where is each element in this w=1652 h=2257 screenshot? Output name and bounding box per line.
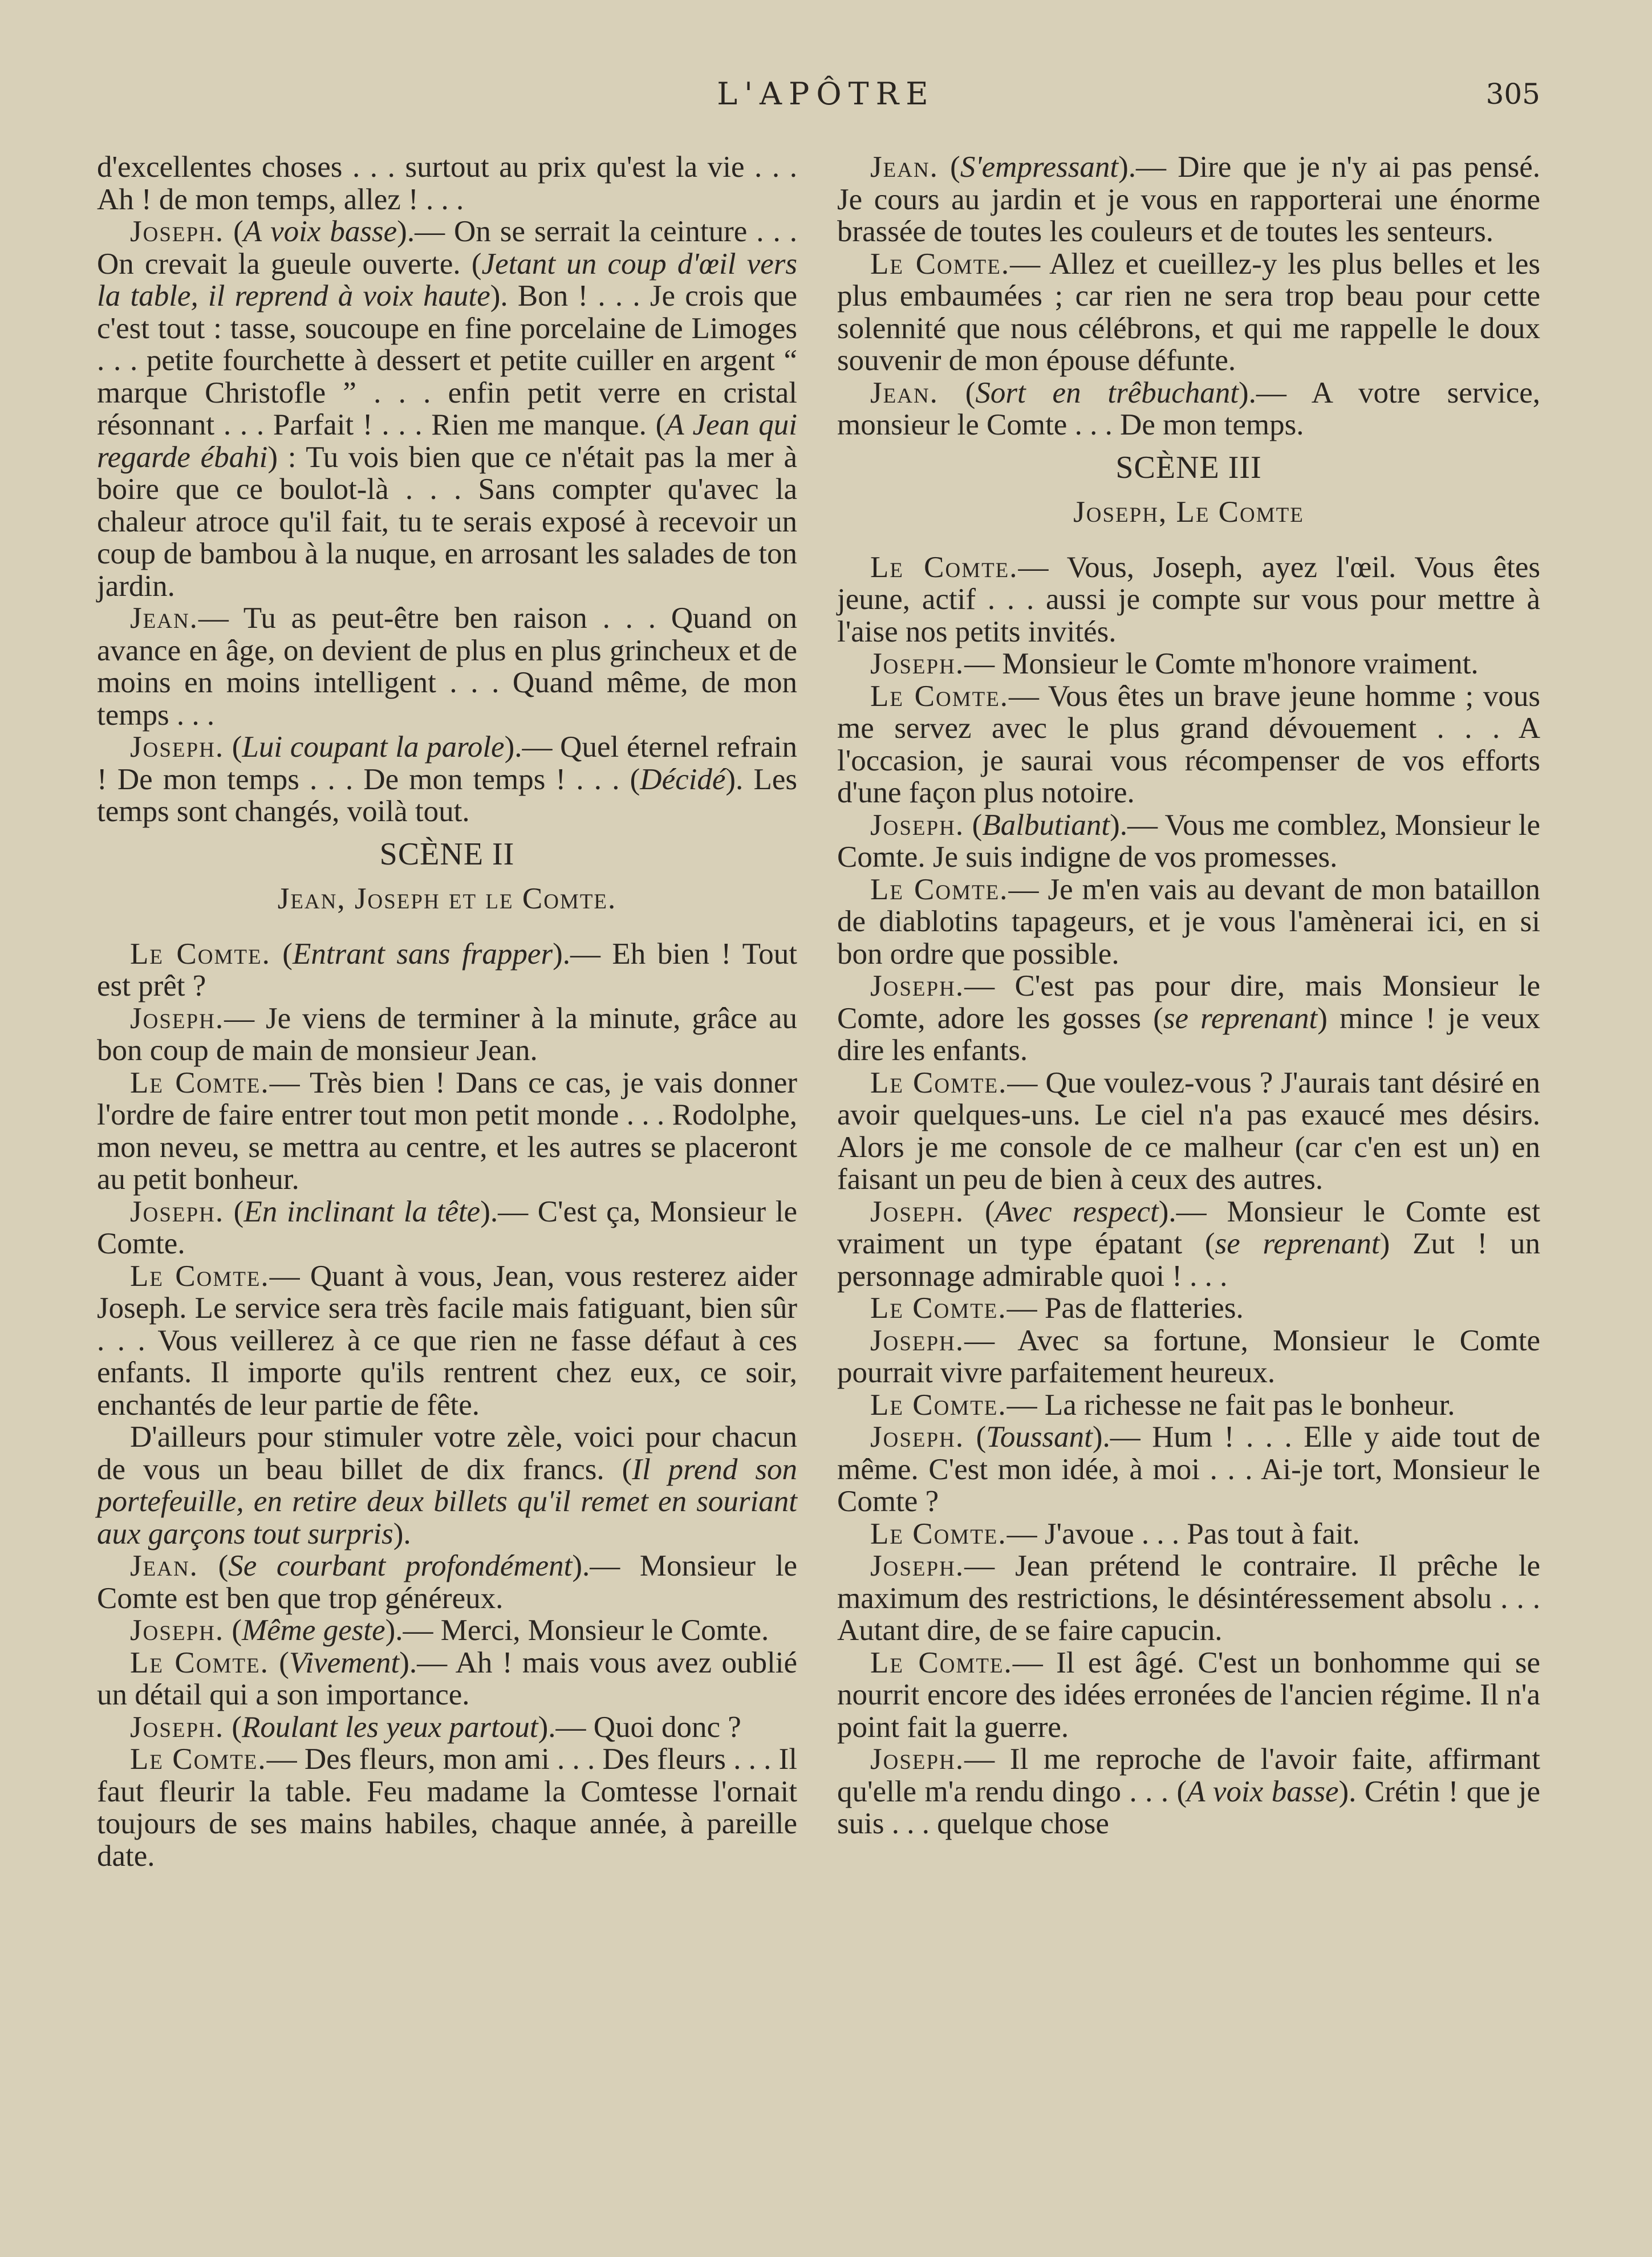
- stage-direction: Jetant un coup d'œil vers la table, il reprend à voix haute: [97, 247, 797, 312]
- text-run: (: [964, 1195, 995, 1228]
- stage-direction: Toussant: [986, 1420, 1093, 1454]
- dialogue-paragraph: [97, 1260, 797, 1422]
- text-run: (: [224, 1195, 244, 1228]
- text-run: — Je m'en vais au devant de mon bataillon de diablotins tapageurs, et je vous l'amènerai ici, en si bon ordre que possible.: [837, 872, 1540, 971]
- speaker-name: Jean.: [870, 151, 939, 184]
- dialogue-paragraph: [837, 1292, 1540, 1325]
- dialogue-paragraph: [837, 874, 1540, 971]
- speaker-name: Le Comte.: [870, 679, 1009, 713]
- text-run: (: [224, 730, 242, 764]
- text-run: — J'avoue . . . Pas tout à fait.: [1006, 1517, 1360, 1550]
- text-run: ).: [393, 1517, 411, 1550]
- stage-direction: Roulant les yeux partout: [241, 1710, 538, 1744]
- stage-direction: Entrant sans frapper: [292, 937, 553, 971]
- text-run: ).— Vous me comblez, Monsieur le Comte. Je suis indigne de vos promesses.: [837, 808, 1540, 874]
- scene-heading: [837, 449, 1540, 485]
- dialogue-paragraph: [837, 1518, 1540, 1550]
- text-run: (: [964, 1420, 987, 1454]
- dialogue-paragraph: [97, 1067, 797, 1196]
- left-column: [97, 151, 797, 1872]
- dialogue-paragraph: [97, 1196, 797, 1260]
- speaker-name: Le Comte.: [870, 1517, 1007, 1550]
- dialogue-paragraph: [837, 1647, 1540, 1744]
- text-run: SCÈNE III: [1115, 449, 1262, 485]
- speaker-name: Joseph.: [130, 1710, 225, 1744]
- speaker-name: Jean.: [130, 602, 198, 635]
- running-title: L'APÔTRE: [717, 76, 935, 112]
- speaker-name: Jean.: [130, 1549, 198, 1582]
- dialogue-paragraph: [97, 1743, 797, 1872]
- scene-cast: [837, 496, 1540, 529]
- dialogue-paragraph: [97, 1421, 797, 1550]
- dialogue-paragraph: [837, 1389, 1540, 1422]
- dialogue-paragraph: [97, 1550, 797, 1614]
- speaker-name: Joseph.: [130, 1001, 225, 1035]
- text-run: — Que voulez-vous ? J'aurais tant désiré en avoir quelques-uns. Le ciel n'a pas exaucé mes désirs. Alors je me console de ce malheur (car c'en est un) en faisant un peu de bien à ceux des autres.: [837, 1066, 1541, 1196]
- dialogue-paragraph: [837, 648, 1540, 680]
- dialogue-paragraph: [837, 809, 1540, 874]
- speaker-name: Le Comte.: [130, 1066, 270, 1099]
- speaker-name: Joseph.: [130, 1195, 225, 1228]
- text-run: — Il me reproche de l'avoir faite, affirmant qu'elle m'a rendu dingo . . . (: [837, 1743, 1540, 1808]
- scene-cast: [97, 883, 797, 915]
- speaker-name: Joseph.: [130, 215, 225, 248]
- text-run: ).— Merci, Monsieur le Comte.: [385, 1614, 769, 1647]
- text-run: — Quant à vous, Jean, vous resterez aider Joseph. Le service sera très facile mais fatiguant, bien sûr . . . Vous veillerez à ce que rien ne fasse défaut à ces enfants. Il importe qu'ils rentrent chez eux, ce soir, enchantés de leur partie de fête.: [97, 1259, 798, 1422]
- dialogue-paragraph: [97, 731, 797, 828]
- stage-direction: A Jean qui regarde ébahi: [97, 408, 797, 474]
- text-run: ).— C'est ça, Monsieur le Comte.: [97, 1195, 798, 1260]
- speaker-name: Le Comte.: [870, 1388, 1007, 1422]
- dialogue-paragraph: [837, 551, 1540, 648]
- page-number: 305: [1485, 78, 1540, 111]
- stage-direction: A voix basse: [1187, 1775, 1339, 1808]
- dialogue-paragraph: [837, 1196, 1540, 1293]
- speaker-name: Joseph.: [870, 808, 965, 842]
- text-run: ).— Eh bien ! Tout est prêt ?: [97, 937, 797, 1002]
- dialogue-paragraph: [837, 151, 1540, 248]
- dialogue-paragraph: [837, 1421, 1540, 1518]
- speaker-name: Le Comte.: [130, 1646, 269, 1679]
- stage-direction: Décidé: [640, 762, 726, 796]
- text-run: ).— Hum ! . . . Elle y aide tout de même. C'est mon idée, à moi . . . Ai-je tort, Monsieur le Comte ?: [837, 1420, 1540, 1518]
- text-run: (: [198, 1549, 229, 1582]
- text-run: (: [938, 376, 976, 409]
- stage-direction: A voix basse: [243, 215, 397, 248]
- speaker-name: Joseph.: [870, 1324, 965, 1357]
- text-run: — Jean prétend le contraire. Il prêche le maximum des restrictions, le désintéressement absolu . . . Autant dire, de se faire capucin.: [837, 1549, 1540, 1647]
- text-run: ) mince ! je veux dire les enfants.: [837, 1001, 1540, 1067]
- speaker-name: Joseph.: [870, 1743, 965, 1776]
- text-run: — La richesse ne fait pas le bonheur.: [1006, 1388, 1455, 1422]
- text-run: ).— A votre service, monsieur le Comte . . . De mon temps.: [837, 376, 1540, 441]
- text-run: ) : Tu vois bien que ce n'était pas la mer à boire que ce boulot-là . . . Sans compter qu'avec la chaleur atroce qu'il fait, tu te serais exposé à recevoir un coup de bambou à la nuque, en arrosant les salades de ton jardin.: [97, 440, 797, 603]
- stage-direction: se reprenant: [1163, 1001, 1318, 1035]
- text-run: D'ailleurs pour stimuler votre zèle, voici pour chacun de vous un beau billet de dix francs. (: [97, 1420, 797, 1486]
- speaker-name: Joseph.: [870, 969, 965, 1002]
- speaker-name: Le Comte.: [130, 1259, 270, 1293]
- text-run: (: [224, 1614, 242, 1647]
- text-run: — Pas de flatteries.: [1006, 1292, 1244, 1325]
- stage-direction: Avec respect: [995, 1195, 1159, 1228]
- stage-direction: Même geste: [241, 1614, 385, 1647]
- speaker-name: Le Comte.: [870, 872, 1009, 906]
- speaker-name: Le Comte.: [870, 550, 1018, 584]
- text-run: — Il est âgé. C'est un bonhomme qui se nourrit encore des idées erronées de l'ancien régime. Il n'a point fait la guerre.: [837, 1646, 1540, 1744]
- text-run: — Je viens de terminer à la minute, grâce au bon coup de main de monsieur Jean.: [97, 1001, 797, 1067]
- dialogue-paragraph: [97, 216, 797, 602]
- stage-direction: En inclinant la tête: [243, 1195, 481, 1228]
- text-run: — Vous, Joseph, ayez l'œil. Vous êtes jeune, actif . . . aussi je compte sur vous pour mettre à l'aise nos petits invités.: [837, 550, 1540, 648]
- text-run: (: [270, 937, 293, 971]
- speaker-name: Le Comte.: [870, 1646, 1013, 1679]
- stage-direction: Balbutiant: [982, 808, 1110, 842]
- text-run: (: [269, 1646, 289, 1679]
- text-run: ).— Quel éternel refrain ! De mon temps . . . De mon temps ! . . . (: [97, 730, 797, 796]
- text-run: ). Bon ! . . . Je crois que c'est tout : tasse, soucoupe en fine porcelaine de Limoges . . . petite fourchette à dessert et petite cuiller en argent “ marque Christofle ” . . . enfin petit verre en cristal résonnant . . . Parfait ! . . . Rien me manque. (: [97, 279, 797, 441]
- speaker-name: Le Comte.: [870, 1292, 1007, 1325]
- speaker-name: Le Comte.: [870, 247, 1010, 281]
- dialogue-paragraph: [97, 1614, 797, 1647]
- dialogue-paragraph: [837, 248, 1540, 377]
- text-run: ).— Monsieur le Comte est ben que trop généreux.: [97, 1549, 797, 1615]
- text-run: ).— Dire que je n'y ai pas pensé. Je cours au jardin et je vous en rapporterai une énorme brassée de toutes les couleurs et de toutes les senteurs.: [837, 151, 1540, 248]
- text-run: ). Les temps sont changés, voilà tout.: [97, 762, 797, 828]
- scene-heading: [97, 838, 797, 871]
- speaker-name: Le Comte.: [130, 1743, 267, 1776]
- page-header: [0, 71, 1652, 117]
- speaker-name: Joseph.: [130, 730, 225, 764]
- text-run: ). Crétin ! que je suis . . . quelque chose: [837, 1775, 1540, 1840]
- dialogue-paragraph: [97, 1002, 797, 1067]
- dialogue-paragraph: [837, 1550, 1540, 1647]
- stage-direction: se reprenant: [1215, 1227, 1380, 1260]
- text-run: (: [964, 808, 983, 842]
- speaker-name: Joseph.: [870, 647, 965, 680]
- speaker-name: Joseph.: [870, 1420, 965, 1454]
- text-run: ).— Quoi donc ?: [538, 1710, 741, 1744]
- stage-direction: Lui coupant la parole: [242, 730, 505, 764]
- speaker-name: Le Comte.: [870, 1066, 1008, 1099]
- stage-direction: S'empressant: [960, 151, 1119, 184]
- dialogue-paragraph: [837, 680, 1540, 809]
- text-run: (: [224, 215, 243, 248]
- dialogue-paragraph: [837, 1067, 1540, 1196]
- speaker-name: Le Comte.: [130, 937, 271, 971]
- text-run: Jean, Joseph et le Comte.: [277, 882, 617, 915]
- text-run: — Des fleurs, mon ami . . . Des fleurs . . . Il faut fleurir la table. Feu madame la Comtesse l'ornait toujours de ses mains habiles, chaque année, à pareille date.: [97, 1743, 797, 1873]
- text-run: ).— Monsieur le Comte est vraiment un type épatant (: [837, 1195, 1540, 1260]
- dialogue-paragraph: [97, 938, 797, 1002]
- stage-direction: Il prend son portefeuille, en retire deux billets qu'il remet en souriant aux garçons tout surpris: [97, 1452, 797, 1550]
- speaker-name: Joseph.: [870, 1195, 965, 1228]
- text-run: (: [938, 151, 960, 184]
- dialogue-paragraph: [97, 1647, 797, 1711]
- text-run: — Vous êtes un brave jeune homme ; vous me servez avec le plus grand dévouement . . . A l'occasion, je saurai vous récompenser de vos efforts d'une façon plus notoire.: [837, 679, 1540, 809]
- text-run: SCÈNE II: [379, 836, 515, 872]
- speaker-name: Joseph.: [870, 1549, 965, 1582]
- text-run: — Très bien ! Dans ce cas, je vais donner l'ordre de faire entrer tout mon petit monde . . . Rodolphe, mon neveu, se mettra au centre, et les autres se placeront au petit bonheur.: [97, 1066, 797, 1196]
- dialogue-paragraph: [837, 970, 1540, 1067]
- text-run: — Avec sa fortune, Monsieur le Comte pourrait vivre parfaitement heureux.: [837, 1324, 1540, 1389]
- speaker-name: Jean.: [870, 376, 939, 409]
- dialogue-paragraph: [97, 602, 797, 731]
- stage-direction: Se courbant profondément: [228, 1549, 573, 1582]
- text-run: ) Zut ! un personnage admirable quoi ! . . .: [837, 1227, 1540, 1293]
- dialogue-paragraph: [97, 151, 797, 216]
- text-run: d'excellentes choses . . . surtout au prix qu'est la vie . . . Ah ! de mon temps, allez ! . . .: [97, 151, 797, 216]
- text-run: — C'est pas pour dire, mais Monsieur le Comte, adore les gosses (: [837, 969, 1540, 1035]
- text-run: ).— On se serrait la ceinture . . . On crevait la gueule ouverte. (: [97, 215, 797, 281]
- dialogue-paragraph: [97, 1711, 797, 1744]
- text-run: Joseph, Le Comte: [1073, 496, 1304, 529]
- speaker-name: Joseph.: [130, 1614, 225, 1647]
- text-run: — Tu as peut-être ben raison . . . Quand on avance en âge, on devient de plus en plus grincheux et de moins en moins intelligent . . . Quand même, de mon temps . . .: [97, 602, 797, 732]
- text-run: (: [224, 1710, 242, 1744]
- dialogue-paragraph: [837, 1743, 1540, 1840]
- stage-direction: Vivement: [289, 1646, 400, 1679]
- dialogue-paragraph: [837, 1325, 1540, 1389]
- text-run: — Allez et cueillez-y les plus belles et les plus embaumées ; car rien ne sera trop beau pour cette solennité que nous célébrons, et qui me rappelle le doux souvenir de mon épouse défunte.: [837, 247, 1540, 377]
- stage-direction: Sort en trêbuchant: [975, 376, 1239, 409]
- right-column: [837, 151, 1540, 1840]
- text-run: — Monsieur le Comte m'honore vraiment.: [964, 647, 1479, 680]
- dialogue-paragraph: [837, 377, 1540, 441]
- text-run: ).— Ah ! mais vous avez oublié un détail qui a son importance.: [97, 1646, 797, 1711]
